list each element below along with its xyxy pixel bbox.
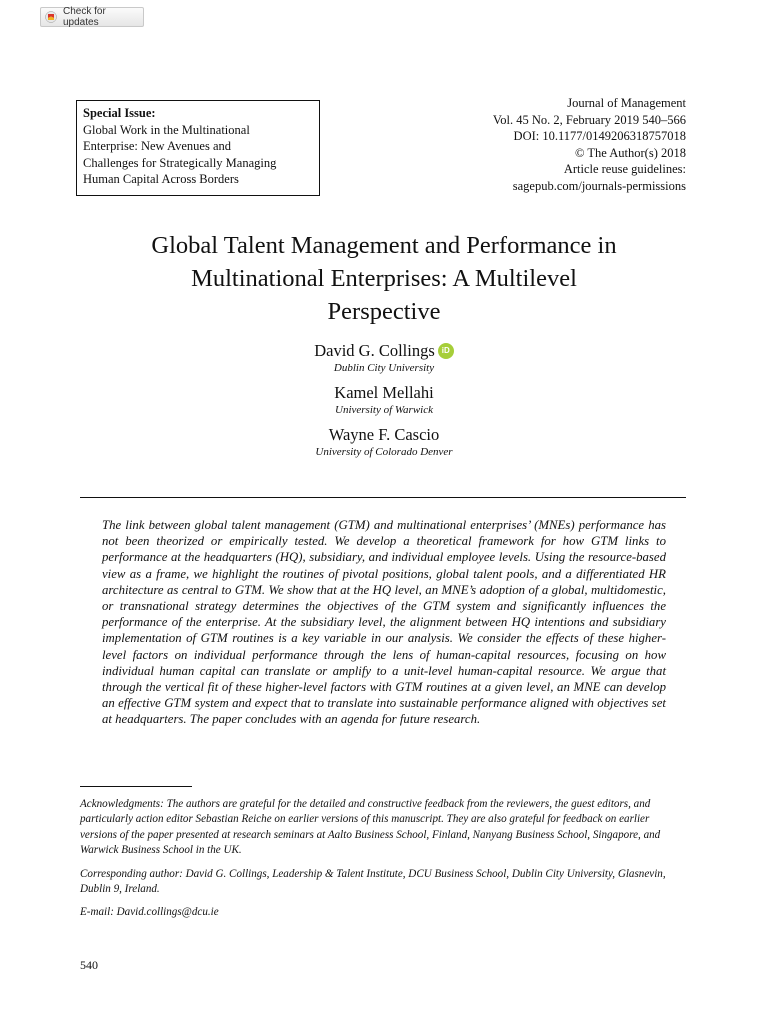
title-line: Multinational Enterprises: A Multilevel [191,265,577,292]
crossmark-icon [45,11,57,23]
special-issue-box [76,100,320,196]
author-name: Kamel Mellahi [334,383,434,402]
orcid-icon[interactable]: iD [438,343,454,359]
special-issue-line: Challenges for Strategically Managing [83,155,277,170]
special-issue-line: Global Work in the Multinational [83,122,250,137]
page-number: 540 [80,958,98,972]
title-line: Global Talent Management and Performance in [151,232,617,259]
abstract-text: The link between global talent management (GTM) and multinational enterprises’ (MNEs) performance has not been theorized or empirically tested. We develop a theoretical framework for how GTM links to performance at the headquarters (HQ), subsidiary, and individual employee levels. Using the resource-based view as a frame, we highlight the routines of pivotal positions, global talent pools, and a differentiated HR architecture as central to GTM. We show that at the HQ level, an MNE’s adoption of a global, multidomestic, or transnational strategy determines the objectives of the GTM system and significantly influences the performance of the enterprise. At the subsidiary level, the alignment between HQ intentions and subsidiary implementation of GTM routines is a key variable in our analysis. We consider the effects of these higher-level factors on individual performance through the lens of human-capital resources, focusing on how individual human capital can translate or amplify to a unit-level human-capital resource. We argue that through the vertical fit of these higher-level factors with GTM routines at a given level, an MNE can develop an effective GTM system and expect that to translate into sustainable performance aligned with objectives set at headquarters. The paper concludes with an agenda for future research. [102,518,666,727]
check-for-updates-button[interactable] [40,7,144,27]
author-affiliation: University of Warwick [335,404,433,416]
footnote-divider [80,786,192,787]
email-note[interactable]: E-mail: David.collings@dcu.ie [80,906,219,919]
journal-info [493,95,686,194]
journal-copyright: © The Author(s) 2018 [575,145,686,160]
author-affiliation: Dublin City University [333,362,435,374]
journal-name: Journal of Management [567,96,686,110]
footnotes [80,797,687,929]
title-line: Perspective [327,298,441,325]
special-issue-line: Enterprise: New Avenues and [83,139,231,153]
reuse-guidelines-label: Article reuse guidelines: [563,162,686,176]
check-for-updates-label: Check for updates [63,6,106,28]
section-divider [80,497,686,498]
article-title [80,229,688,328]
author-list [80,341,688,467]
journal-volume: Vol. 45 No. 2, February 2019 540–566 [492,112,686,127]
acknowledgments-note: Acknowledgments: The authors are grateful for the detailed and constructive feedback from the reviewers, the guest editors, and particularly action editor Sebastian Reiche on earlier versions of this manuscript. They are also grateful for feedback on earlier versions of the paper presented at research seminars at Aalto Business School, Finland, Nanyang Business School, Singapore, and Warwick Business School in the UK. [80,798,661,857]
corresponding-author-note: Corresponding author: David G. Collings, Leadership & Talent Institute, DCU Business School, Dublin City University, Glasnevin, Dublin 9, Ireland. [80,867,666,896]
journal-doi: DOI: 10.1177/0149206318757018 [513,129,686,143]
reuse-guidelines-link[interactable]: sagepub.com/journals-permissions [512,178,686,193]
author-name: David G. Collings [314,341,435,360]
special-issue-heading: Special Issue: [83,106,156,120]
special-issue-line: Human Capital Across Borders [83,172,239,186]
author-name: Wayne F. Cascio [328,425,440,444]
author-affiliation: University of Colorado Denver [315,446,453,458]
